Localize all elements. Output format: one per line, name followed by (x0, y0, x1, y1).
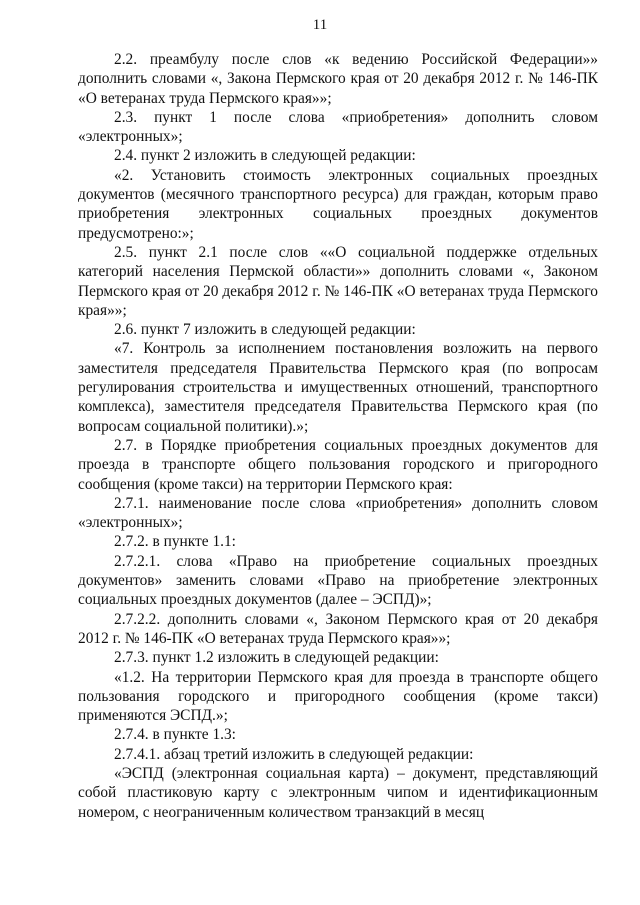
paragraph-2-7-3: 2.7.3. пункт 1.2 изложить в следующей редакции: (114, 649, 439, 667)
paragraph-2-7: 2.7. в Порядке приобретения социальных проездных документов для проезда в транспорте общего пользования городского и пригородного сообщения (кроме такси) на территории Пермского края: (78, 436, 598, 493)
paragraph-quote-espd: «ЭСПД (электронная социальная карта) – документ, представляющий собой пластиковую карту с электронным чипом и идентификационным номером, с неограниченным количеством транзакций в месяц (78, 764, 598, 821)
paragraph-2-5: 2.5. пункт 2.1 после слов ««О социальной поддержке отдельных категорий населения Пермской области»» дополнить словами «, Законом Пермского края от 20 декабря 2012 г. № 146-ПК «О ветеранах труда Пермского края»»; (78, 243, 598, 319)
paragraph-2-7-2-1: 2.7.2.1. слова «Право на приобретение социальных проездных документов» заменить словами «Право на приобретение электронных социальных проездных документов (далее – ЭСПД)»; (78, 552, 598, 609)
paragraph-2-4: 2.4. пункт 2 изложить в следующей редакции: (114, 147, 416, 165)
paragraph-quote-1-2: «1.2. На территории Пермского края для проезда в транспорте общего пользования городского и пригородного сообщения (кроме такси) применяются ЭСПД.»; (78, 668, 598, 725)
paragraph-2-7-1: 2.7.1. наименование после слова «приобретения» дополнить словом «электронных»; (78, 494, 598, 532)
paragraph-2-7-2-2: 2.7.2.2. дополнить словами «, Законом Пермского края от 20 декабря 2012 г. № 146-ПК «О ветеранах труда Пермского края»»; (78, 610, 598, 647)
paragraph-2-6: 2.6. пункт 7 изложить в следующей редакции: (114, 321, 416, 339)
page-number: 11 (312, 17, 328, 33)
document-body (78, 50, 598, 822)
paragraph-2-7-2: 2.7.2. в пункте 1.1: (114, 533, 236, 551)
paragraph-quote-2: «2. Установить стоимость электронных социальных проездных документов (месячного транспортного ресурса) для граждан, которым право приобретения электронных социальных проездных документов предусмотрено:»; (78, 166, 598, 242)
paragraph-2-3: 2.3. пункт 1 после слова «приобретения» дополнить словом «электронных»; (78, 108, 598, 146)
paragraph-2-2: 2.2. преамбулу после слов «к ведению Российской Федерации»» дополнить словами «, Закона Пермского края от 20 декабря 2012 г. № 146-ПК «О ветеранах труда Пермского края»»; (78, 51, 598, 107)
paragraph-2-7-4: 2.7.4. в пункте 1.3: (114, 726, 236, 744)
paragraph-2-7-4-1: 2.7.4.1. абзац третий изложить в следующей редакции: (114, 745, 474, 763)
paragraph-quote-7: «7. Контроль за исполнением постановления возложить на первого заместителя председателя Правительства Пермского края (по вопросам регулирования строительства и имущественных отношений, транспортного комплекса), заместителя председателя Правительства Пермского края (по вопросам социальной политики).»; (78, 340, 598, 435)
